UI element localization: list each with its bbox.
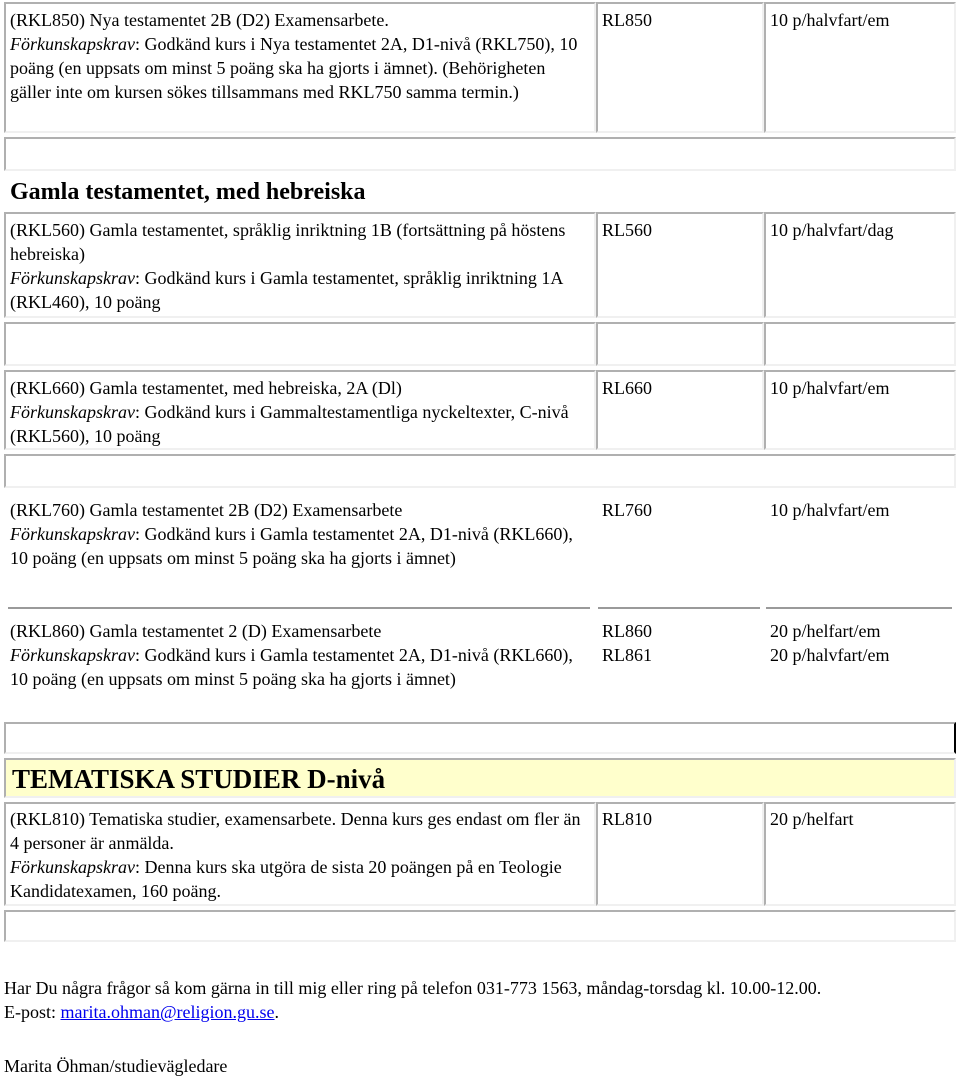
course-title: (RKL760) Gamla testamentet 2B (D2) Examensarbete — [10, 500, 403, 520]
course-code: RL861 — [602, 645, 653, 665]
course-code: RL850 — [602, 10, 653, 30]
spacer-cell — [4, 722, 956, 754]
prereq-label: Förkunskapskrav — [10, 645, 135, 665]
course-points: 10 p/halvfart/dag — [770, 220, 894, 240]
course-desc-rkl860 — [10, 619, 590, 691]
course-title: (RKL560) Gamla testamentet, språklig inriktning 1B (fortsättning på höstens hebreiska) — [10, 220, 566, 264]
spacer-cell — [4, 137, 956, 171]
prereq-text: : Godkänd kurs i Gamla testamentet 2A, D1-nivå (RKL660), 10 poäng (en uppsats om minst 5 poäng ska ha gjorts i ämnet) — [10, 524, 573, 568]
prereq-label: Förkunskapskrav — [10, 402, 135, 422]
course-desc-rkl850 — [10, 8, 590, 104]
prereq-text: : Godkänd kurs i Gammaltestamentliga nyckeltexter, C-nivå (RKL560), 10 poäng — [10, 402, 569, 446]
course-desc-rkl560 — [10, 218, 590, 314]
spacer-cell — [4, 322, 596, 366]
course-codes-rkl860 — [602, 619, 652, 667]
course-code: RL560 — [602, 220, 653, 240]
spacer-cell — [4, 454, 956, 488]
course-points-rkl860 — [770, 619, 889, 667]
email-link[interactable]: marita.ohman@religion.gu.se — [60, 1002, 275, 1022]
course-code: RL760 — [602, 500, 653, 520]
contact-text: Har Du några frågor så kom gärna in till mig eller ring på telefon 031-773 1563, måndag-torsdag kl. 10.00-12.00. — [4, 978, 822, 998]
section-title-gt: Gamla testamentet, med hebreiska — [10, 179, 366, 205]
course-points: 10 p/halvfart/em — [770, 500, 890, 520]
prereq-label: Förkunskapskrav — [10, 34, 135, 54]
separator-rule — [8, 607, 590, 609]
prereq-text: : Godkänd kurs i Gamla testamentet 2A, D1-nivå (RKL660), 10 poäng (en uppsats om minst 5 poäng ska ha gjorts i ämnet) — [10, 645, 573, 689]
course-points: 10 p/halvfart/em — [770, 378, 890, 398]
course-code: RL660 — [602, 378, 653, 398]
prereq-label: Förkunskapskrav — [10, 857, 135, 877]
course-title: (RKL660) Gamla testamentet, med hebreiska, 2A (Dl) — [10, 378, 402, 398]
prereq-label: Förkunskapskrav — [10, 524, 135, 544]
section-heading — [10, 178, 366, 206]
course-desc-rkl760 — [10, 498, 590, 570]
course-code: RL860 — [602, 621, 653, 641]
spacer-cell — [4, 910, 956, 942]
prereq-text: : Denna kurs ska utgöra de sista 20 poängen på en Teologie Kandidatexamen, 160 poäng. — [10, 857, 562, 901]
prereq-text: : Godkänd kurs i Nya testamentet 2A, D1-nivå (RKL750), 10 poäng (en uppsats om minst 5 poäng ska ha gjorts i ämnet). (Behörigheten gäller inte om kursen sökes tillsammans med RKL750 samma termin.) — [10, 34, 578, 102]
prereq-text: : Godkänd kurs i Gamla testamentet, språklig inriktning 1A (RKL460), 10 poäng — [10, 268, 563, 312]
course-code: RL810 — [602, 809, 653, 829]
email-prefix: E-post: — [4, 1002, 61, 1022]
course-title: (RKL860) Gamla testamentet 2 (D) Examensarbete — [10, 621, 382, 641]
course-title: (RKL850) Nya testamentet 2B (D2) Examensarbete. — [10, 10, 389, 30]
course-desc-rkl810 — [10, 807, 590, 903]
separator-rule — [766, 607, 952, 609]
course-points: 20 p/halvfart/em — [770, 645, 890, 665]
course-points: 20 p/helfart — [770, 809, 854, 829]
course-title: (RKL810) Tematiska studier, examensarbete. Denna kurs ges endast om fler än 4 personer är anmälda. — [10, 809, 581, 853]
course-points: 20 p/helfart/em — [770, 621, 881, 641]
course-points: 10 p/halvfart/em — [770, 10, 890, 30]
course-desc-rkl660 — [10, 376, 590, 448]
signature: Marita Öhman/studievägledare — [4, 1056, 228, 1076]
prereq-label: Förkunskapskrav — [10, 268, 135, 288]
spacer-cell — [764, 322, 956, 366]
email-suffix: . — [274, 1002, 280, 1022]
section-title-tema: TEMATISKA STUDIER D-nivå — [12, 764, 386, 794]
footer-contact — [4, 976, 956, 1024]
spacer-cell — [596, 322, 764, 366]
section-heading — [12, 763, 385, 795]
separator-rule — [598, 607, 760, 609]
